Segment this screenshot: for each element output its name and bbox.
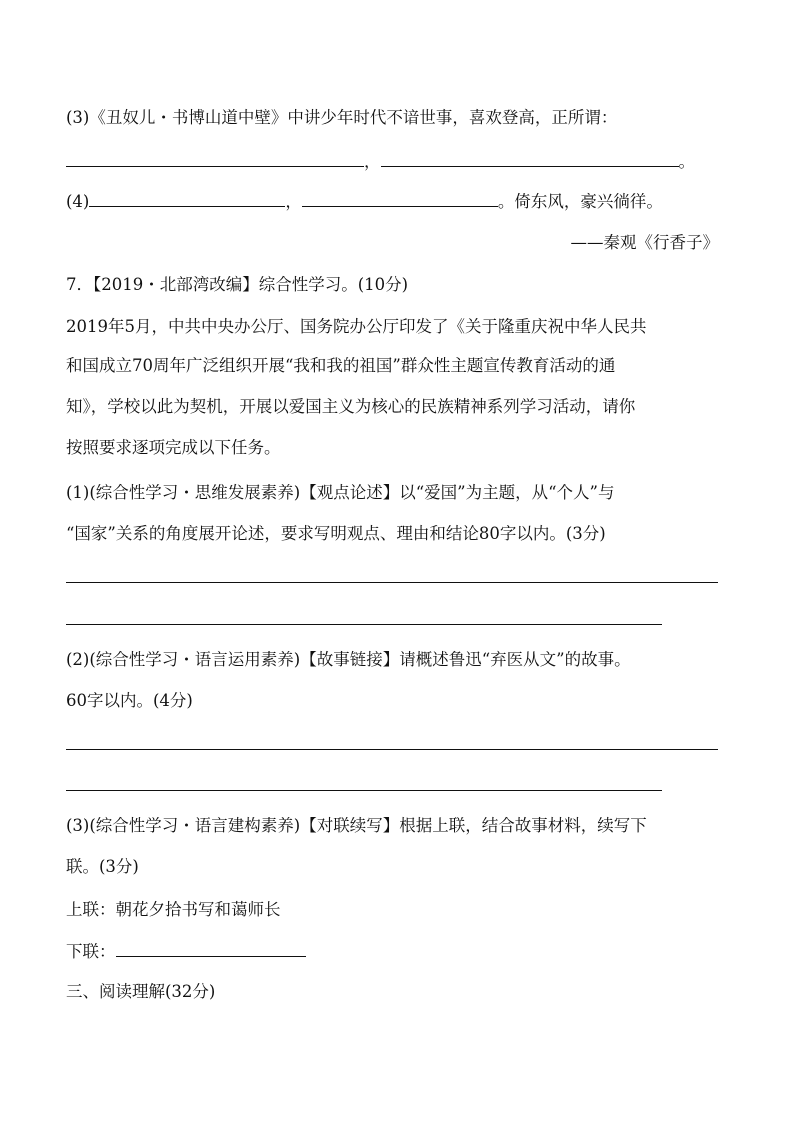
q6-item3-prompt: (3)《丑奴儿・书博山道中壁》中讲少年时代不谙世事，喜欢登高，正所谓： [66, 108, 618, 127]
q7-task3-line-1: (3)(综合性学习・语言建构素养)【对联续写】根据上联，结合故事材料，续写下 [66, 816, 647, 835]
q7-lower-couplet-label: 下联： [66, 942, 116, 961]
q7-lower-couplet-line [66, 940, 306, 964]
q7-intro-line-3: 知》，学校以此为契机，开展以爱国主义为核心的民族精神系列学习活动，请你 [66, 397, 636, 416]
q7-lower-couplet-blank[interactable] [116, 940, 306, 957]
q6-item3-answer-line [66, 150, 695, 174]
section3-heading: 三、阅读理解(32分) [66, 982, 216, 1001]
q7-intro-line-1: 2019年5月，中共中央办公厅、国务院办公厅印发了《关于隆重庆祝中华人民共 [66, 317, 647, 336]
q7-task2-line-1: (2)(综合性学习・语言运用素养)【故事链接】请概述鲁迅“弃医从文”的故事。 [66, 650, 631, 669]
q7-intro-line-2: 和国成立70周年广泛组织开展“我和我的祖国”群众性主题宣传教育活动的通 [66, 356, 616, 375]
q7-upper-couplet: 上联：朝花夕拾书写和蔼师长 [66, 900, 281, 919]
q7-intro-line-4: 按照要求逐项完成以下任务。 [66, 438, 281, 457]
q7-task2-answer-rule-1[interactable] [66, 749, 718, 750]
q6-item3-end: 。 [678, 152, 695, 171]
q6-item4-label: (4) [66, 192, 90, 211]
q6-item4-line [66, 190, 663, 214]
q6-item3-separator: ， [364, 152, 381, 171]
q7-heading: 7．【2019・北部湾改编】综合性学习。(10分) [66, 275, 409, 294]
q6-item4-attribution: ——秦观《行香子》 [570, 233, 719, 252]
q7-task1-answer-rule-2[interactable] [66, 624, 662, 625]
q6-item3-blank-2[interactable] [381, 150, 679, 167]
q6-item4-tail: 。倚东风，豪兴徜徉。 [497, 192, 663, 211]
q7-task1-line-2: “国家”关系的角度展开论述，要求写明观点、理由和结论80字以内。(3分) [66, 524, 606, 543]
q7-task2-answer-rule-2[interactable] [66, 790, 662, 791]
q6-item4-blank-2[interactable] [302, 190, 498, 207]
q6-item4-blank-1[interactable] [89, 190, 285, 207]
q7-task2-line-2: 60字以内。(4分) [66, 691, 193, 710]
q7-task1-line-1: (1)(综合性学习・思维发展素养)【观点论述】以“爱国”为主题，从“个人”与 [66, 483, 615, 502]
q7-task1-answer-rule-1[interactable] [66, 582, 718, 583]
q7-task3-line-2: 联。(3分) [66, 857, 139, 876]
q6-item4-separator: ， [285, 192, 302, 211]
q6-item3-blank-1[interactable] [66, 150, 364, 167]
